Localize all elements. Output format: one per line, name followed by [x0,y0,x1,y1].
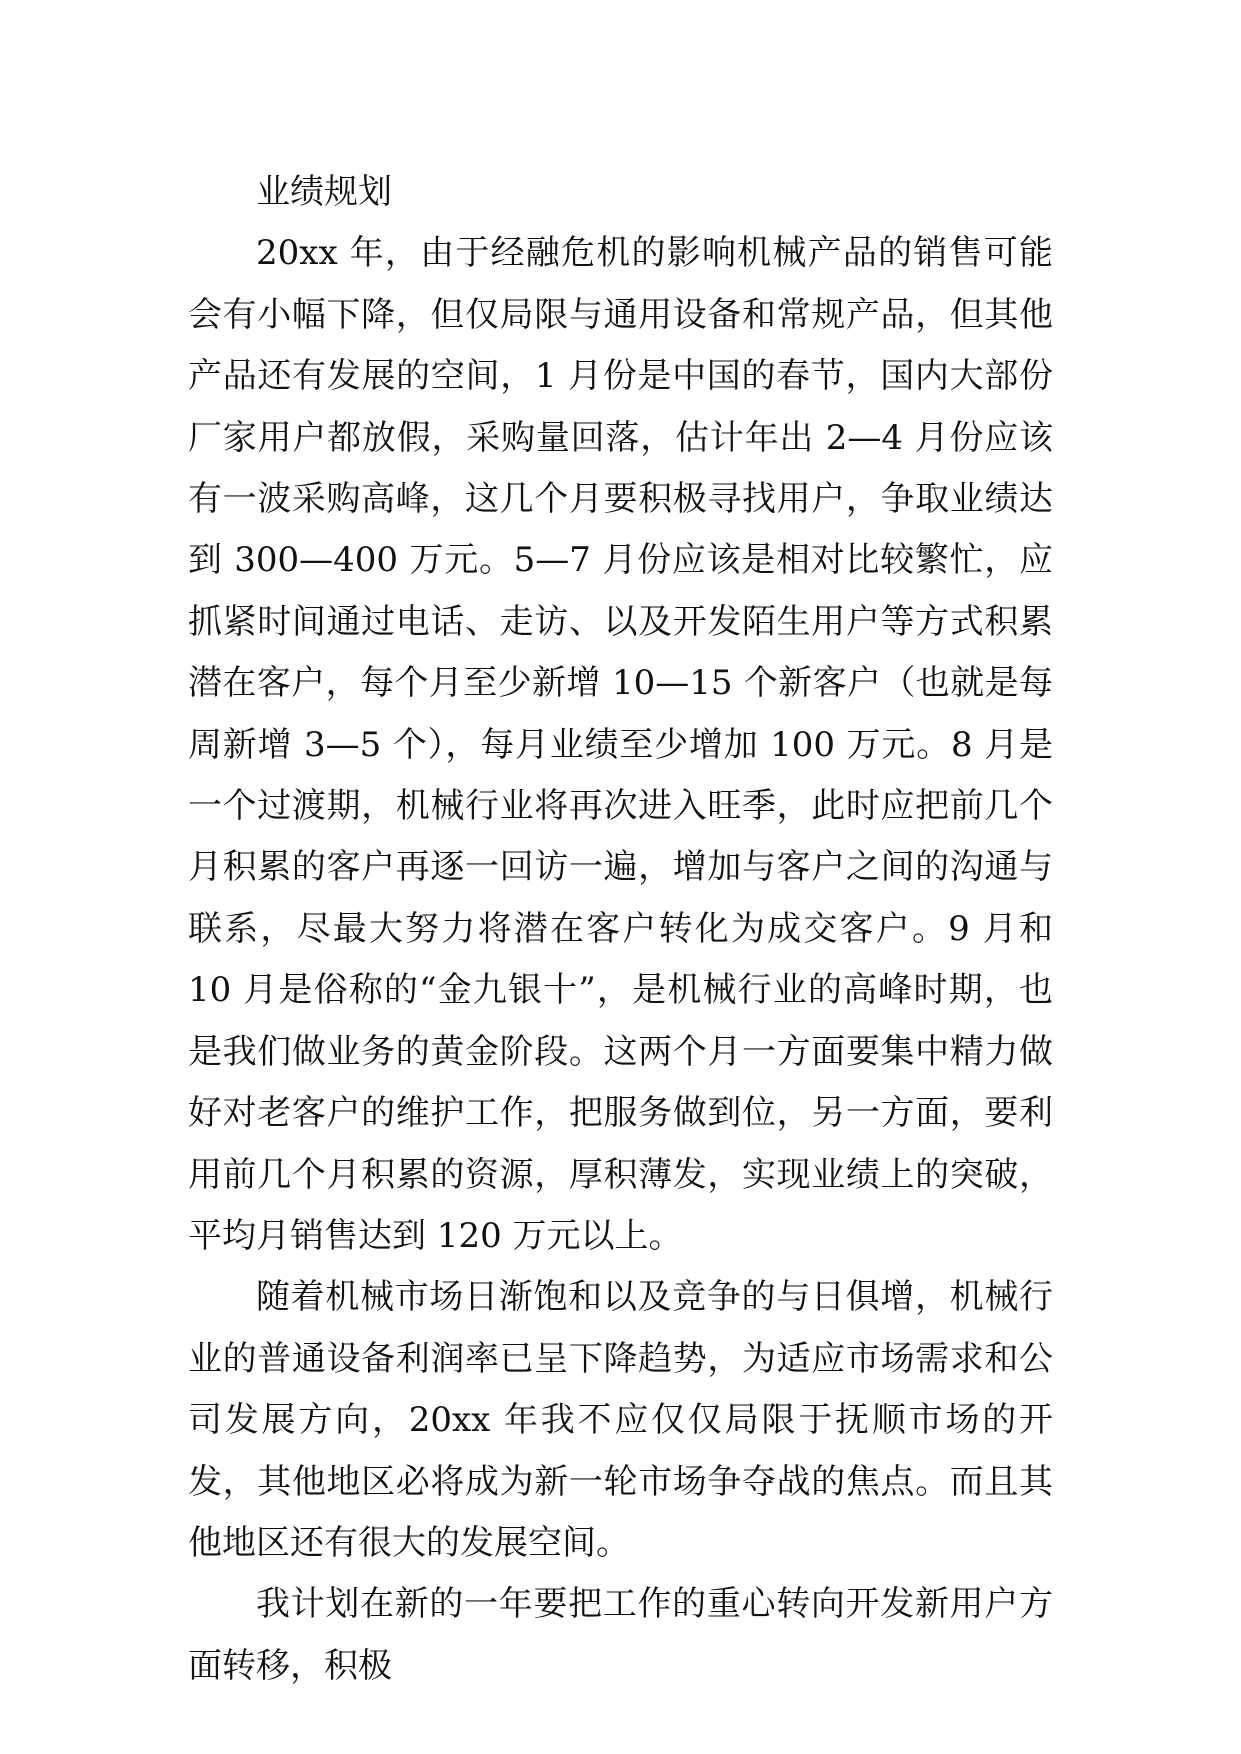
paragraph-1: 20xx 年，由于经融危机的影响机械产品的销售可能会有小幅下降，但仅局限与通用设备和常规产品，但其他产品还有发展的空间，1 月份是中国的春节，国内大部份厂家用户都放假，采购量回落，估计年出 2—4 月份应该有一波采购高峰，这几个月要积极寻找用户，争取业绩达到 300—400 万元。5—7 月份应该是相对比较繁忙，应抓紧时间通过电话、走访、以及开发陌生用户等方式积累潜在客户，每个月至少新增 10—15 个新客户（也就是每周新增 3—5 个），每月业绩至少增加 100 万元。8 月是一个过渡期，机械行业将再次进入旺季，此时应把前几个月积累的客户再逐一回访一遍，增加与客户之间的沟通与联系，尽最大努力将潜在客户转化为成交客户。9 月和 10 月是俗称的“金九银十”，是机械行业的高峰时期，也是我们做业务的黄金阶段。这两个月一方面要集中精力做好对老客户的维护工作，把服务做到位，另一方面，要利用前几个月积累的资源，厚积薄发，实现业绩上的突破，平均月销售达到 120 万元以上。 [188,233,1053,1256]
document-heading: 业绩规划 [256,172,392,212]
document-body [188,162,1053,1697]
paragraph-3: 我计划在新的一年要把工作的重心转向开发新用户方面转移，积极 [188,1584,1053,1686]
paragraph-2: 随着机械市场日渐饱和以及竞争的与日俱增，机械行业的普通设备利润率已呈下降趋势，为适应市场需求和公司发展方向，20xx 年我不应仅仅局限于抚顺市场的开发，其他地区必将成为新一轮市场争夺战的焦点。而且其他地区还有很大的发展空间。 [188,1277,1053,1563]
